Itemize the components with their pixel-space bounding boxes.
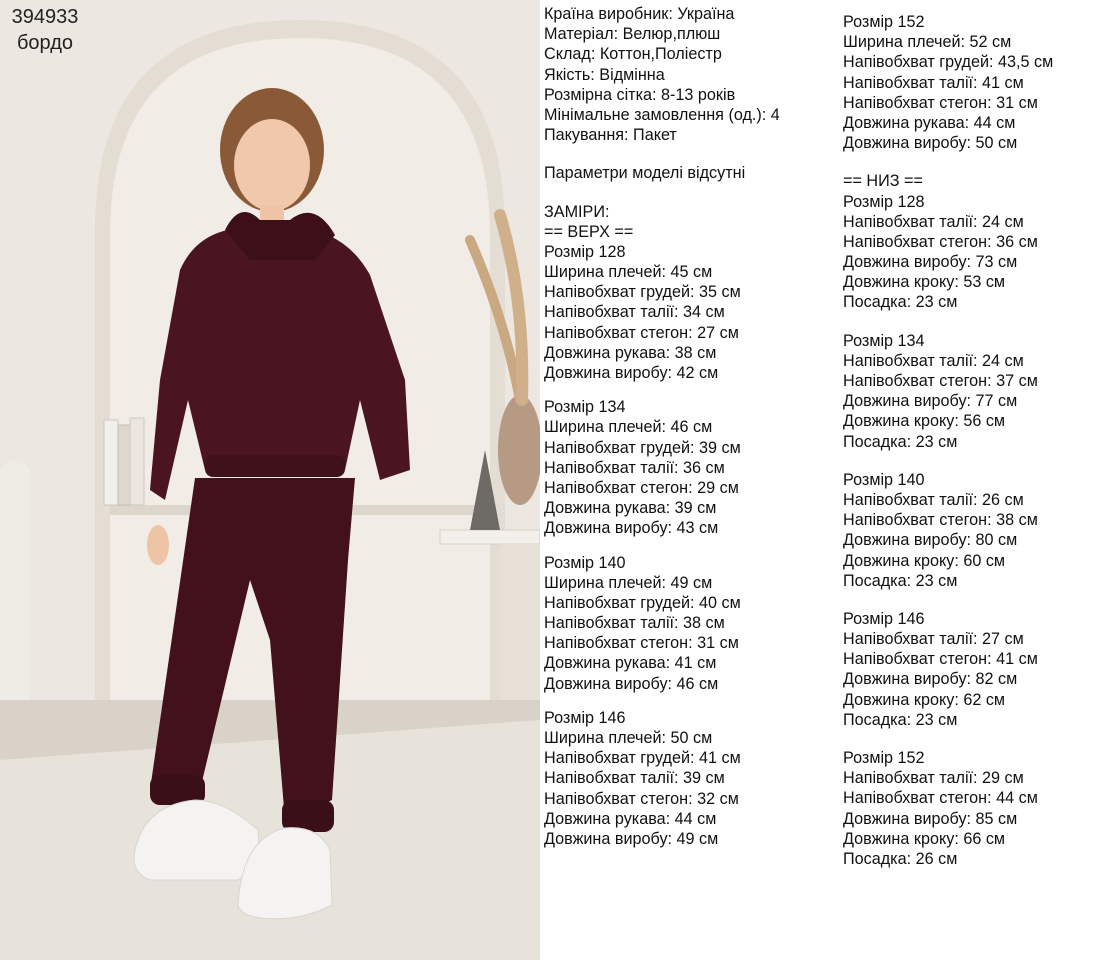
measurement-row: Довжина виробу: 80 см [843, 531, 1018, 550]
specs-column-right [843, 12, 1053, 869]
size-label: Розмір 134 [843, 331, 925, 350]
measurement-row: Напівобхват талії: 26 см [843, 490, 1024, 509]
measurement-row: Напівобхват талії: 24 см [843, 351, 1024, 370]
measurement-row: Довжина виробу: 82 см [843, 670, 1018, 689]
measurement-row: Ширина плечей: 46 см [544, 418, 713, 437]
measurement-row: Довжина кроку: 62 см [843, 690, 1006, 709]
measurement-row: Напівобхват грудей: 35 см [544, 283, 741, 302]
measurement-row: Напівобхват грудей: 40 см [544, 593, 741, 612]
size-label: Розмір 140 [544, 553, 626, 572]
measurement-row: Напівобхват грудей: 39 см [544, 438, 741, 457]
measurement-row: Довжина рукава: 39 см [544, 499, 717, 518]
measurement-row: Напівобхват стегон: 41 см [843, 650, 1038, 669]
info-quality: Якість: Відмінна [544, 65, 665, 84]
measurement-row: Ширина плечей: 45 см [544, 263, 713, 282]
top-heading: == ВЕРХ == [544, 222, 634, 241]
measurement-row: Напівобхват талії: 27 см [843, 630, 1024, 649]
measurement-row: Напівобхват талії: 38 см [544, 614, 725, 633]
measurement-row: Ширина плечей: 52 см [843, 33, 1012, 52]
measurement-row: Напівобхват стегон: 31 см [843, 93, 1038, 112]
info-min-order: Мінімальне замовлення (од.): 4 [544, 105, 780, 124]
measurement-row: Посадка: 23 см [843, 710, 958, 729]
top-size-block [544, 242, 780, 383]
info-size-range: Розмірна сітка: 8-13 років [544, 85, 736, 104]
info-composition: Склад: Коттон,Поліестр [544, 45, 722, 64]
measurement-row: Напівобхват стегон: 38 см [843, 511, 1038, 530]
measurement-row: Посадка: 26 см [843, 849, 958, 868]
measurement-row: Посадка: 23 см [843, 432, 958, 451]
top-size-block [544, 708, 780, 849]
measurement-row: Напівобхват талії: 41 см [843, 73, 1024, 92]
measurement-row: Напівобхват стегон: 37 см [843, 372, 1038, 390]
model-note: Параметри моделі відсутні [544, 164, 746, 183]
photo-illustration [0, 0, 540, 960]
measurements-title: ЗАМІРИ: [544, 202, 610, 221]
measurement-row: Ширина плечей: 49 см [544, 573, 713, 592]
measurement-row: Довжина рукава: 41 см [544, 654, 717, 673]
sku-number: 394933 [11, 6, 79, 28]
measurement-row: Довжина кроку: 56 см [843, 412, 1006, 431]
top-size-block [544, 397, 780, 538]
info-packaging: Пакування: Пакет [544, 126, 677, 145]
measurement-row: Довжина рукава: 38 см [544, 343, 717, 362]
measurement-row: Напівобхват стегон: 32 см [544, 789, 739, 808]
measurement-row: Напівобхват талії: 39 см [544, 769, 725, 788]
top-size-block [843, 12, 1053, 153]
size-label: Розмір 128 [843, 192, 925, 211]
size-label: Розмір 140 [843, 470, 925, 489]
measurement-row: Довжина виробу: 73 см [843, 253, 1018, 272]
info-material: Матеріал: Велюр,плюш [544, 25, 721, 44]
specs-column-left [544, 4, 780, 849]
bottom-size-block [843, 331, 1053, 452]
product-label [0, 4, 90, 56]
measurement-row: Довжина рукава: 44 см [544, 809, 717, 828]
measurement-row: Довжина кроку: 66 см [843, 829, 1006, 848]
measurement-row: Напівобхват талії: 24 см [843, 212, 1024, 231]
measurement-row: Довжина виробу: 85 см [843, 809, 1018, 828]
info-country: Країна виробник: Україна [544, 5, 735, 23]
measurement-row: Напівобхват талії: 36 см [544, 458, 725, 477]
measurement-row: Довжина виробу: 49 см [544, 829, 719, 848]
bottom-size-block [843, 748, 1053, 869]
measurement-row: Напівобхват талії: 34 см [544, 303, 725, 322]
measurement-row: Посадка: 23 см [843, 293, 958, 312]
size-label: Розмір 134 [544, 398, 626, 417]
measurement-row: Напівобхват стегон: 36 см [843, 232, 1038, 251]
measurement-row: Довжина кроку: 60 см [843, 551, 1006, 570]
measurement-row: Напівобхват стегон: 29 см [544, 478, 739, 497]
size-label: Розмір 128 [544, 242, 626, 261]
bottom-size-block [843, 609, 1053, 730]
measurement-row: Довжина виробу: 42 см [544, 364, 719, 382]
product-color: бордо [16, 32, 74, 54]
bottom-size-block [843, 192, 1053, 313]
bottom-heading: == НИЗ == [843, 172, 923, 191]
size-label: Розмір 152 [843, 13, 925, 31]
measurement-row: Довжина виробу: 46 см [544, 674, 719, 693]
measurement-row: Напівобхват грудей: 41 см [544, 749, 741, 768]
top-size-block [544, 553, 780, 694]
product-photo [0, 0, 540, 960]
measurement-row: Довжина виробу: 77 см [843, 392, 1018, 411]
size-label: Розмір 146 [544, 708, 626, 727]
measurement-row: Напівобхват стегон: 44 см [843, 789, 1038, 808]
measurement-row: Довжина рукава: 44 см [843, 113, 1016, 132]
measurement-row: Напівобхват стегон: 27 см [544, 323, 739, 342]
measurement-row: Напівобхват стегон: 31 см [544, 634, 739, 653]
measurement-row: Напівобхват талії: 29 см [843, 769, 1024, 788]
size-label: Розмір 146 [843, 609, 925, 628]
measurement-row: Напівобхват грудей: 43,5 см [843, 53, 1054, 72]
measurement-row: Посадка: 23 см [843, 571, 958, 590]
bottom-size-block [843, 470, 1053, 591]
measurement-row: Довжина кроку: 53 см [843, 273, 1006, 292]
measurement-row: Ширина плечей: 50 см [544, 729, 713, 747]
measurement-row: Довжина виробу: 50 см [843, 134, 1018, 153]
measurement-row: Довжина виробу: 43 см [544, 519, 719, 538]
size-label: Розмір 152 [843, 749, 925, 767]
